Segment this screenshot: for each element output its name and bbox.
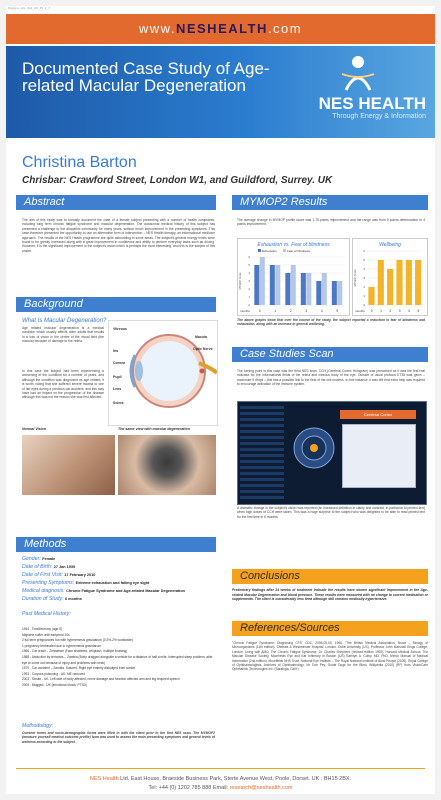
history-item: 2 full term pregnancies but with hyperemesis gravidarum (0.3%-2% worldwide) — [22, 638, 133, 643]
wellbeing-chart-svg — [353, 239, 427, 315]
wellbeing-chart — [352, 238, 428, 316]
eye-label-iris: Iris — [113, 349, 119, 353]
conclusions-text: Preliminary findings after 24 weeks of treatment indicate the results have shown significant improvement in the Age-related Macular Degeneration and blood pressure. These results were measured with no change to current medication or supplements. The client is considerably less tired although still remains medically hypertensive. — [232, 588, 428, 602]
y-tick-label: 1 — [363, 294, 365, 298]
references-heading: References/Sources — [232, 621, 428, 636]
y-tick-label: 5 — [363, 258, 365, 262]
y-axis-label: MYMOP Score — [239, 272, 242, 290]
eye-label-cornea: Cornea — [113, 361, 126, 365]
bar — [291, 265, 296, 305]
eye-label-lens: Lens — [113, 387, 122, 391]
logo-tagline: Through Energy & Information — [332, 113, 426, 120]
mymop-heading: MYMOP2 Results — [232, 195, 428, 210]
scan-screenshot — [237, 401, 427, 505]
history-item: 1944 - Tonsillectomy (age 5) — [22, 627, 62, 631]
background-subheading: What Is Macular Degeneration? — [22, 318, 107, 324]
methods-gender: Gender: Female — [22, 556, 56, 562]
affiliation: Chrisbar: Crawford Street, London W1, and Guildford, Surrey. UK — [22, 175, 333, 186]
y-tick-label: 4 — [248, 271, 250, 275]
bar — [260, 257, 265, 305]
eye-label-optic-nerve: Optic Nerve — [193, 347, 213, 351]
website-prefix: www. — [138, 21, 176, 36]
exhaustion-chart — [237, 238, 350, 316]
y-tick-label: 0 — [363, 303, 365, 307]
bar — [285, 273, 290, 305]
bar — [368, 287, 374, 305]
caption-normal-vision: Normal Vision — [22, 427, 47, 431]
x-tick-label: 1 — [380, 309, 382, 313]
x-tick-label: 4 — [320, 309, 323, 313]
y-tick-label: 1 — [248, 295, 250, 299]
y-tick-label: 0 — [248, 303, 250, 307]
x-axis-label: months — [240, 309, 250, 313]
x-tick-label: 1 — [274, 309, 277, 313]
y-tick-label: 2 — [248, 287, 250, 291]
y-axis-label: MYMOP Score — [354, 269, 357, 287]
y-tick-label: 2 — [363, 285, 365, 289]
history-item: 1988 - Abduction by terrorists – Zambia (Body dragged alongside a vehicle for a distance of half a mile. Interrupted sleep problem, able eye to come out because of injury and problems with neck) — [22, 654, 213, 665]
y-tick-label: 5 — [248, 263, 250, 267]
bar — [270, 265, 275, 305]
x-tick-label: 2 — [289, 309, 292, 313]
website-brand: NESHEALTH — [175, 21, 268, 36]
chart-title: Exhaustion vs. Fear of blindness — [257, 242, 330, 248]
eye-label-pupil: Pupil — [113, 375, 122, 379]
history-item: 1993 - Corpora poisoning - UK. ME removed — [22, 671, 86, 676]
scan-text-2: A dramatic change in the subject's vision was reported (an increased definition in clarity and contrast, in particular to printed text) when high doses of CCH were taken. This was a huge surprise to the subject who was delighted to be able to read printed text for the first time in 6 months. — [237, 506, 425, 519]
legend-label: Fear of blindness — [287, 249, 311, 253]
references-text: "Chronic Fatigue Syndrome: Diagnosing CFS" CDC. 2006-05-05. 1966. "The British Medical Association, Bruce – Biology of Microorganisms (11th edition). Chelsea & Westminster Hospital, London, Duke University (US), Professor John Marshall Kings College, London, Living with AMD, The Chronic Fatigue Syndrome, Dr. Charles Shepherd (revised edition 1992). Harvard Medical School, The Macular Disease Society, Moorfields Eye and Ear Infirmary in Boston (US) Kathryn A. Colby, MD, PhD, Merck Manual of Medical Information (2nd edition), Moorfields NHS Trust, National Eye Institute – The Royal National Institute of Blind People (2009). Royal College of Ophthalmologists, Archives of Ophthalmology, Mr Tom Pey, Guide Dogs for the Blind, Wikipedia (2010) (RF) from VisionCare Ophthalmic Technologies Inc. (Saratoga, Calif.) — [232, 641, 428, 672]
logo-text: NES HEALTH — [318, 94, 426, 113]
abstract-text: The aim of this study was to formally document the case of a female subject presenting with a number of health complaints, including long term chronic fatigue syndrome and macular degeneration. The autosomal medical history of this subject has presented a challenge to the allopathic community for many years, without much improvement in the presenting symptoms. This case therefore presented the opportunity to use an alternative form of intervention – NES Health therapy, an informational medicine approach. The results of the NES Health programme are quite astounding in some areas. The subject's general energy levels were found to be greatly increased along with a great improvement in confidence and ability to perform everyday tasks such as driving. However, it is the significant improvement in the subject's vision which is perhaps the most interesting, and this is the subject of this poster. — [22, 218, 215, 253]
poster — [6, 6, 435, 794]
history-item: 2003 - Stroke - UK. Left side of body affected, nerve damage and function affected arm and leg required speech — [22, 677, 180, 682]
conclusions-heading: Conclusions — [232, 569, 428, 584]
footer-address — [6, 776, 435, 782]
bar — [378, 260, 384, 305]
methods-diagnosis: Medical diagnosis: Chronic Fatigue Syndrome and Age-related Macular Degeneration — [22, 588, 185, 594]
methods-dob: Date of Birth: 27 Jan 1939 — [22, 564, 76, 570]
bar — [322, 273, 327, 305]
x-tick-label: 0 — [370, 309, 373, 313]
footer-address-text: Ltd. East House, Braeside Business Park, Sterte Avenue West, Poole, Dorset. UK . BH15 2BX. — [120, 776, 352, 782]
degenerated-vision-photo — [118, 435, 216, 495]
footer-brand: NES Health — [89, 776, 119, 782]
hero-banner — [6, 46, 435, 138]
methods-symptoms: Presenting Symptoms: Extreme exhaustion and failing eye sight — [22, 580, 150, 586]
eye-diagram — [108, 320, 218, 426]
methods-heading: Methods — [16, 537, 216, 552]
scan-screen-title: Cerebral Cortex — [340, 410, 416, 419]
bar — [254, 265, 259, 305]
exhaustion-chart-svg — [238, 239, 349, 315]
background-heading: Background — [16, 297, 216, 312]
bar — [306, 273, 311, 305]
x-tick-label: 4 — [408, 309, 410, 313]
footer-phone: Tel: +44 (0) 1202 785 888 Email: — [148, 785, 229, 791]
bar — [316, 281, 321, 305]
eye-label-macula: Macula — [195, 335, 207, 339]
history-item: 1 pregnancy terminated due to hyperemesis gravidarum — [22, 643, 102, 648]
methods-history-heading: Past Medical History: — [22, 611, 71, 617]
y-tick-label: 6 — [363, 249, 365, 253]
mymop-text: The average change in MYMOP profile score was 1.75 points improvement and the range was from 0 points deterioration to 4 points improvement. — [237, 218, 425, 227]
background-text-2: In this case the subject had been experiencing a worsening of the condition for a number of years, and although the condition was diagnosed as age related, it is worth noting that she suffered severe trauma to one of her eyes during a previous car accident, and this may have had an impact on the progression of the disease although this was not the reason she was first affected. — [22, 369, 104, 400]
y-tick-label: 3 — [363, 276, 365, 280]
caption-degenerated-vision: The same view with macular degeneration — [118, 427, 190, 431]
scan-list — [240, 406, 284, 500]
y-tick-label: 4 — [363, 267, 365, 271]
x-tick-label: 5 — [336, 309, 339, 313]
bar — [332, 281, 337, 305]
methodology-text: Consent forms and socio-demographic forms were filled in with the client prior to the first NES scan. The MYMOP2 (measure yourself medical outcome profile) form was used to assess the main presenting symptoms and general levels of wellness according to the subject. — [22, 731, 215, 744]
bar — [415, 260, 421, 305]
x-tick-label: 3 — [398, 309, 401, 313]
bar — [396, 260, 402, 305]
x-tick-label: 0 — [258, 309, 261, 313]
methods-first-visit: Date of First Visit: 17 February 2010 — [22, 572, 96, 578]
mymop-caption: The above graphs show that over the course of the study, the subject reported a reduction in fear of blindness and exhaustion, along with an increase in general wellbeing. — [237, 318, 425, 327]
methodology-label: Methodology: — [22, 723, 54, 729]
scan-wheel-icon — [292, 426, 336, 470]
scan-heading: Case Studies Scan — [232, 347, 428, 362]
y-tick-label: 6 — [248, 255, 250, 259]
history-item: Migraine suffer until early/mid 20s — [22, 632, 70, 637]
history-item: 1966 - Car crash – Zimbabwe (Face shattered, whiplash, multiple bruising) — [22, 649, 128, 654]
chart-title: Wellbeing — [379, 242, 401, 248]
normal-vision-photo — [22, 435, 115, 495]
x-tick-label: 2 — [389, 309, 392, 313]
background-text-1: Age related macular degeneration is a medical condition which usually affects older adults that results in a loss of vision in the centre of the visual field (the macula) because of damage to the retina. — [22, 326, 104, 344]
website-suffix: .com — [267, 21, 303, 36]
bar — [337, 281, 342, 305]
eye-label-vitreous: Vitreous — [113, 327, 127, 331]
history-item: 1970 - Car accident – Zambia. Sutured. Right eye entirely dislodged from socket — [22, 666, 136, 671]
legend-label: Exhaustion — [262, 249, 277, 253]
footer-divider — [16, 768, 425, 769]
eye-label-sclera: Sclera — [113, 401, 124, 405]
footer-contact — [6, 785, 435, 791]
nes-logo-icon — [340, 52, 376, 92]
bar — [387, 269, 393, 305]
scan-detail-panel — [342, 424, 416, 488]
x-axis-label: months — [355, 309, 365, 313]
bar — [301, 273, 306, 305]
methods-duration: Duration of Study: 6 months — [22, 596, 82, 602]
x-tick-label: 5 — [417, 309, 420, 313]
abstract-heading: Abstract — [16, 195, 216, 210]
x-tick-label: 3 — [305, 309, 308, 313]
methods-history-list — [22, 627, 217, 689]
legend-swatch — [283, 249, 286, 252]
bar — [406, 260, 412, 305]
legend-swatch — [258, 249, 261, 252]
history-item: 2009 - Mugged - UK (emotional shock, PTSD) — [22, 682, 88, 687]
y-tick-label: 3 — [248, 279, 250, 283]
footer-email-link[interactable]: research@neshealth.com — [229, 785, 293, 791]
poster-title: Documented Case Study of Age-related Macular Degeneration — [22, 59, 270, 95]
author-name: Christina Barton — [22, 154, 137, 171]
bar — [275, 265, 280, 305]
crop-note: Posters_sho_dsk_A0_45_1_7 — [8, 6, 51, 10]
website-banner — [6, 14, 435, 44]
scan-text: The turning point in this case was the third NES scan. CCH (Cerebral Cortex Hologram) was prescribed as it was the first real indicator for the informational fields of the retina and vitreous body of the eye. Outside of usual protocol ET35 was given – maximum 9 drops – this has a possible link to the field of the cell nucleus. In this instance, it was felt that extra help was required to encourage activation of the immune system. — [237, 369, 425, 387]
